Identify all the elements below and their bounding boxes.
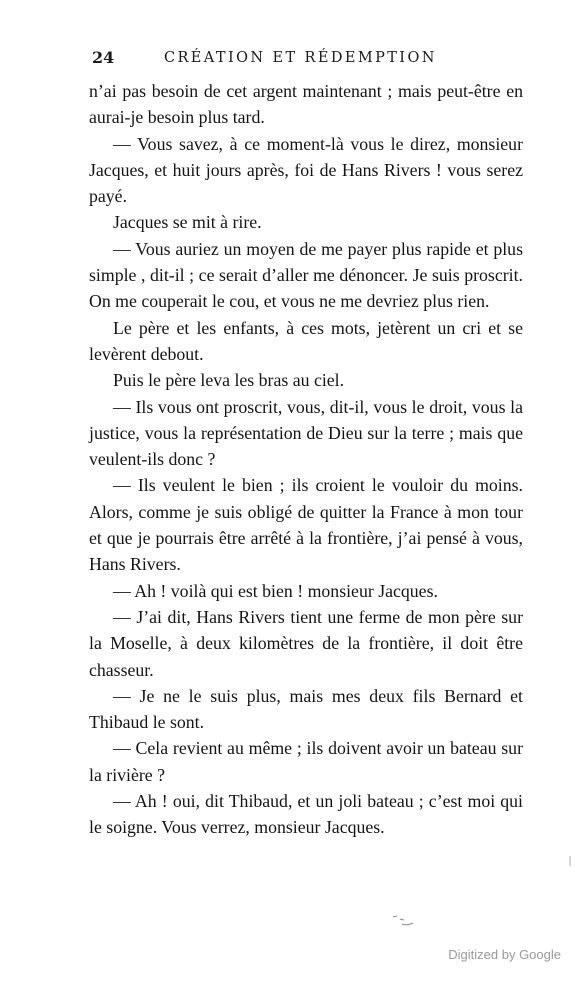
paragraph: — Vous auriez un moyen de me payer plus rapide et plus simple , dit-il ; ce serait d’aller me dénoncer. Je suis proscrit. On me couperait le cou, et vous ne me devriez plus rien. (89, 238, 523, 312)
paragraph: Le père et les enfants, à ces mots, jetèrent un cri et se levèrent debout. (89, 317, 523, 364)
paragraph: — Ah ! oui, dit Thibaud, et un joli bateau ; c’est moi qui le soigne. Vous verrez, monsieur Jacques. (89, 791, 523, 838)
edge-mark (568, 856, 572, 866)
paragraph: — Cela revient au même ; ils doivent avoir un bateau sur la rivière ? (89, 738, 523, 785)
paragraph: — J’ai dit, Hans Rivers tient une ferme de mon père sur la Moselle, à deux kilomètres de la frontière, il doit être chasseur. (89, 606, 523, 680)
digitized-watermark: Digitized by Google (448, 947, 561, 962)
running-title: CRÉATION ET RÉDEMPTION (164, 50, 437, 66)
paragraph: n’ai pas besoin de cet argent maintenant ; mais peut-être en aurai-je besoin plus tard. (89, 81, 523, 128)
paragraph: Puis le père leva les bras au ciel. (113, 370, 345, 391)
body-text (89, 78, 523, 841)
paragraph: — Ils veulent le bien ; ils croient le vouloir du moins. Alors, comme je suis obligé de quitter la France à mon tour et que je pourrais être arrêté à la frontière, j’ai pensé à vous, Hans Rivers. (89, 475, 523, 575)
page-header (92, 46, 524, 70)
paragraph: — Ils vous ont proscrit, vous, dit-il, vous le droit, vous la justice, vous la représentation de Dieu sur la terre ; mais que veulent-ils donc ? (89, 396, 523, 470)
ink-smudge (392, 914, 414, 928)
paragraph: — Ah ! voilà qui est bien ! monsieur Jacques. (113, 580, 438, 601)
page-number: 24 (92, 48, 115, 67)
paragraph: Jacques se mit à rire. (113, 212, 262, 233)
paragraph: — Vous savez, à ce moment-là vous le direz, monsieur Jacques, et huit jours après, foi de Hans Rivers ! vous serez payé. (89, 133, 523, 207)
paragraph: — Je ne le suis plus, mais mes deux fils Bernard et Thibaud le sont. (89, 685, 523, 733)
